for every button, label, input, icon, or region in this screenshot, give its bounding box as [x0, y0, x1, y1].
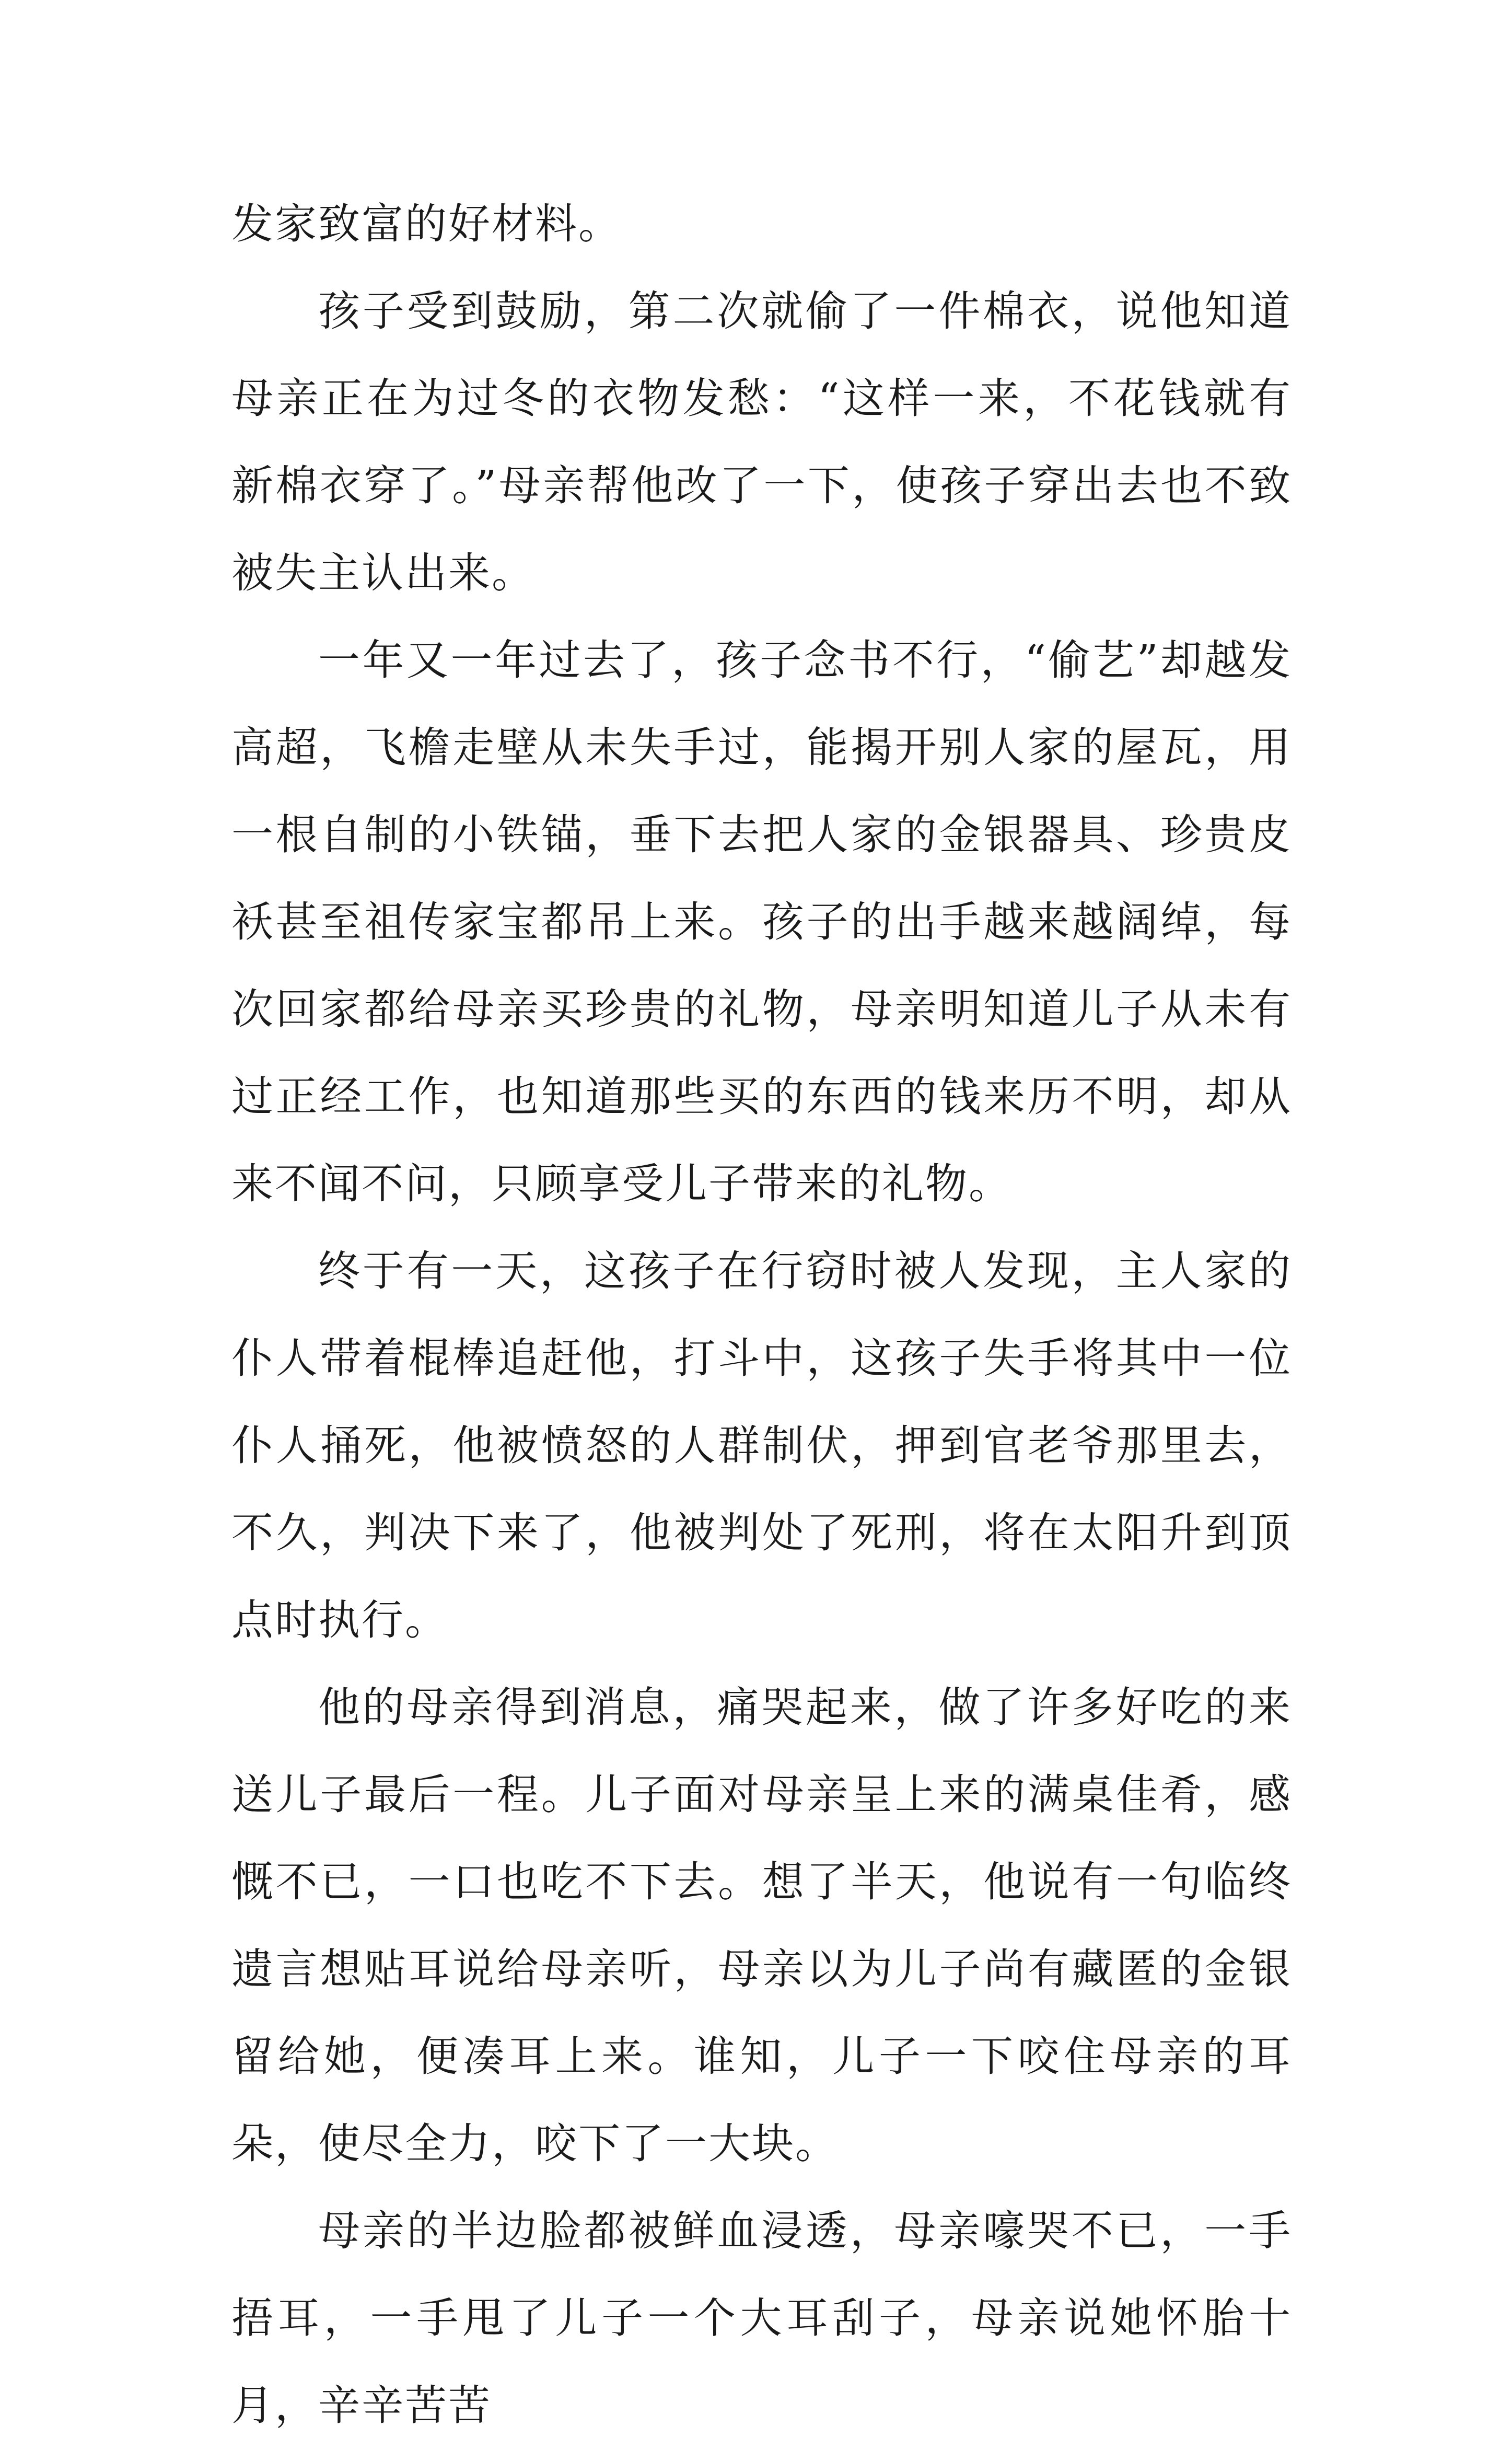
paragraph-caught: 终于有一天，这孩子在行窃时被人发现，主人家的仆人带着棍棒追赶他，打斗中，这孩子失手将其中一位仆人捅死，他被愤怒的人群制伏，押到官老爷那里去，不久，判决下来了，他被判处了死刑，将在太阳升到顶点时执行。 [231, 1247, 1292, 1644]
paragraph-mother-reaction: 母亲的半边脸都被鲜血浸透，母亲嚎哭不已，一手捂耳，一手甩了儿子一个大耳刮子，母亲说她怀胎十月，辛辛苦苦 [231, 2207, 1292, 2430]
body-text [231, 180, 1292, 2449]
paragraph-farewell: 他的母亲得到消息，痛哭起来，做了许多好吃的来送儿子最后一程。儿子面对母亲呈上来的满桌佳肴，感慨不已，一口也吃不下去。想了半天，他说有一句临终遗言想贴耳说给母亲听，母亲以为儿子尚有藏匿的金银留给她，便凑耳上来。谁知，儿子一下咬住母亲的耳朵，使尽全力，咬下了一大块。 [231, 1683, 1292, 2168]
paragraph-cotton-coat: 孩子受到鼓励，第二次就偷了一件棉衣，说他知道母亲正在为过冬的衣物发愁：“这样一来，不花钱就有新棉衣穿了。”母亲帮他改了一下，使孩子穿出去也不致被失主认出来。 [231, 287, 1292, 597]
paragraph-continuation: 发家致富的好材料。 [231, 200, 622, 248]
paragraph-thief-skills: 一年又一年过去了，孩子念书不行，“偷艺”却越发高超，飞檐走壁从未失手过，能揭开别人家的屋瓦，用一根自制的小铁锚，垂下去把人家的金银器具、珍贵皮袄甚至祖传家宝都吊上来。孩子的出手越来越阔绰，每次回家都给母亲买珍贵的礼物，母亲明知道儿子从未有过正经工作，也知道那些买的东西的钱来历不明，却从来不闻不问，只顾享受儿子带来的礼物。 [231, 636, 1292, 1208]
